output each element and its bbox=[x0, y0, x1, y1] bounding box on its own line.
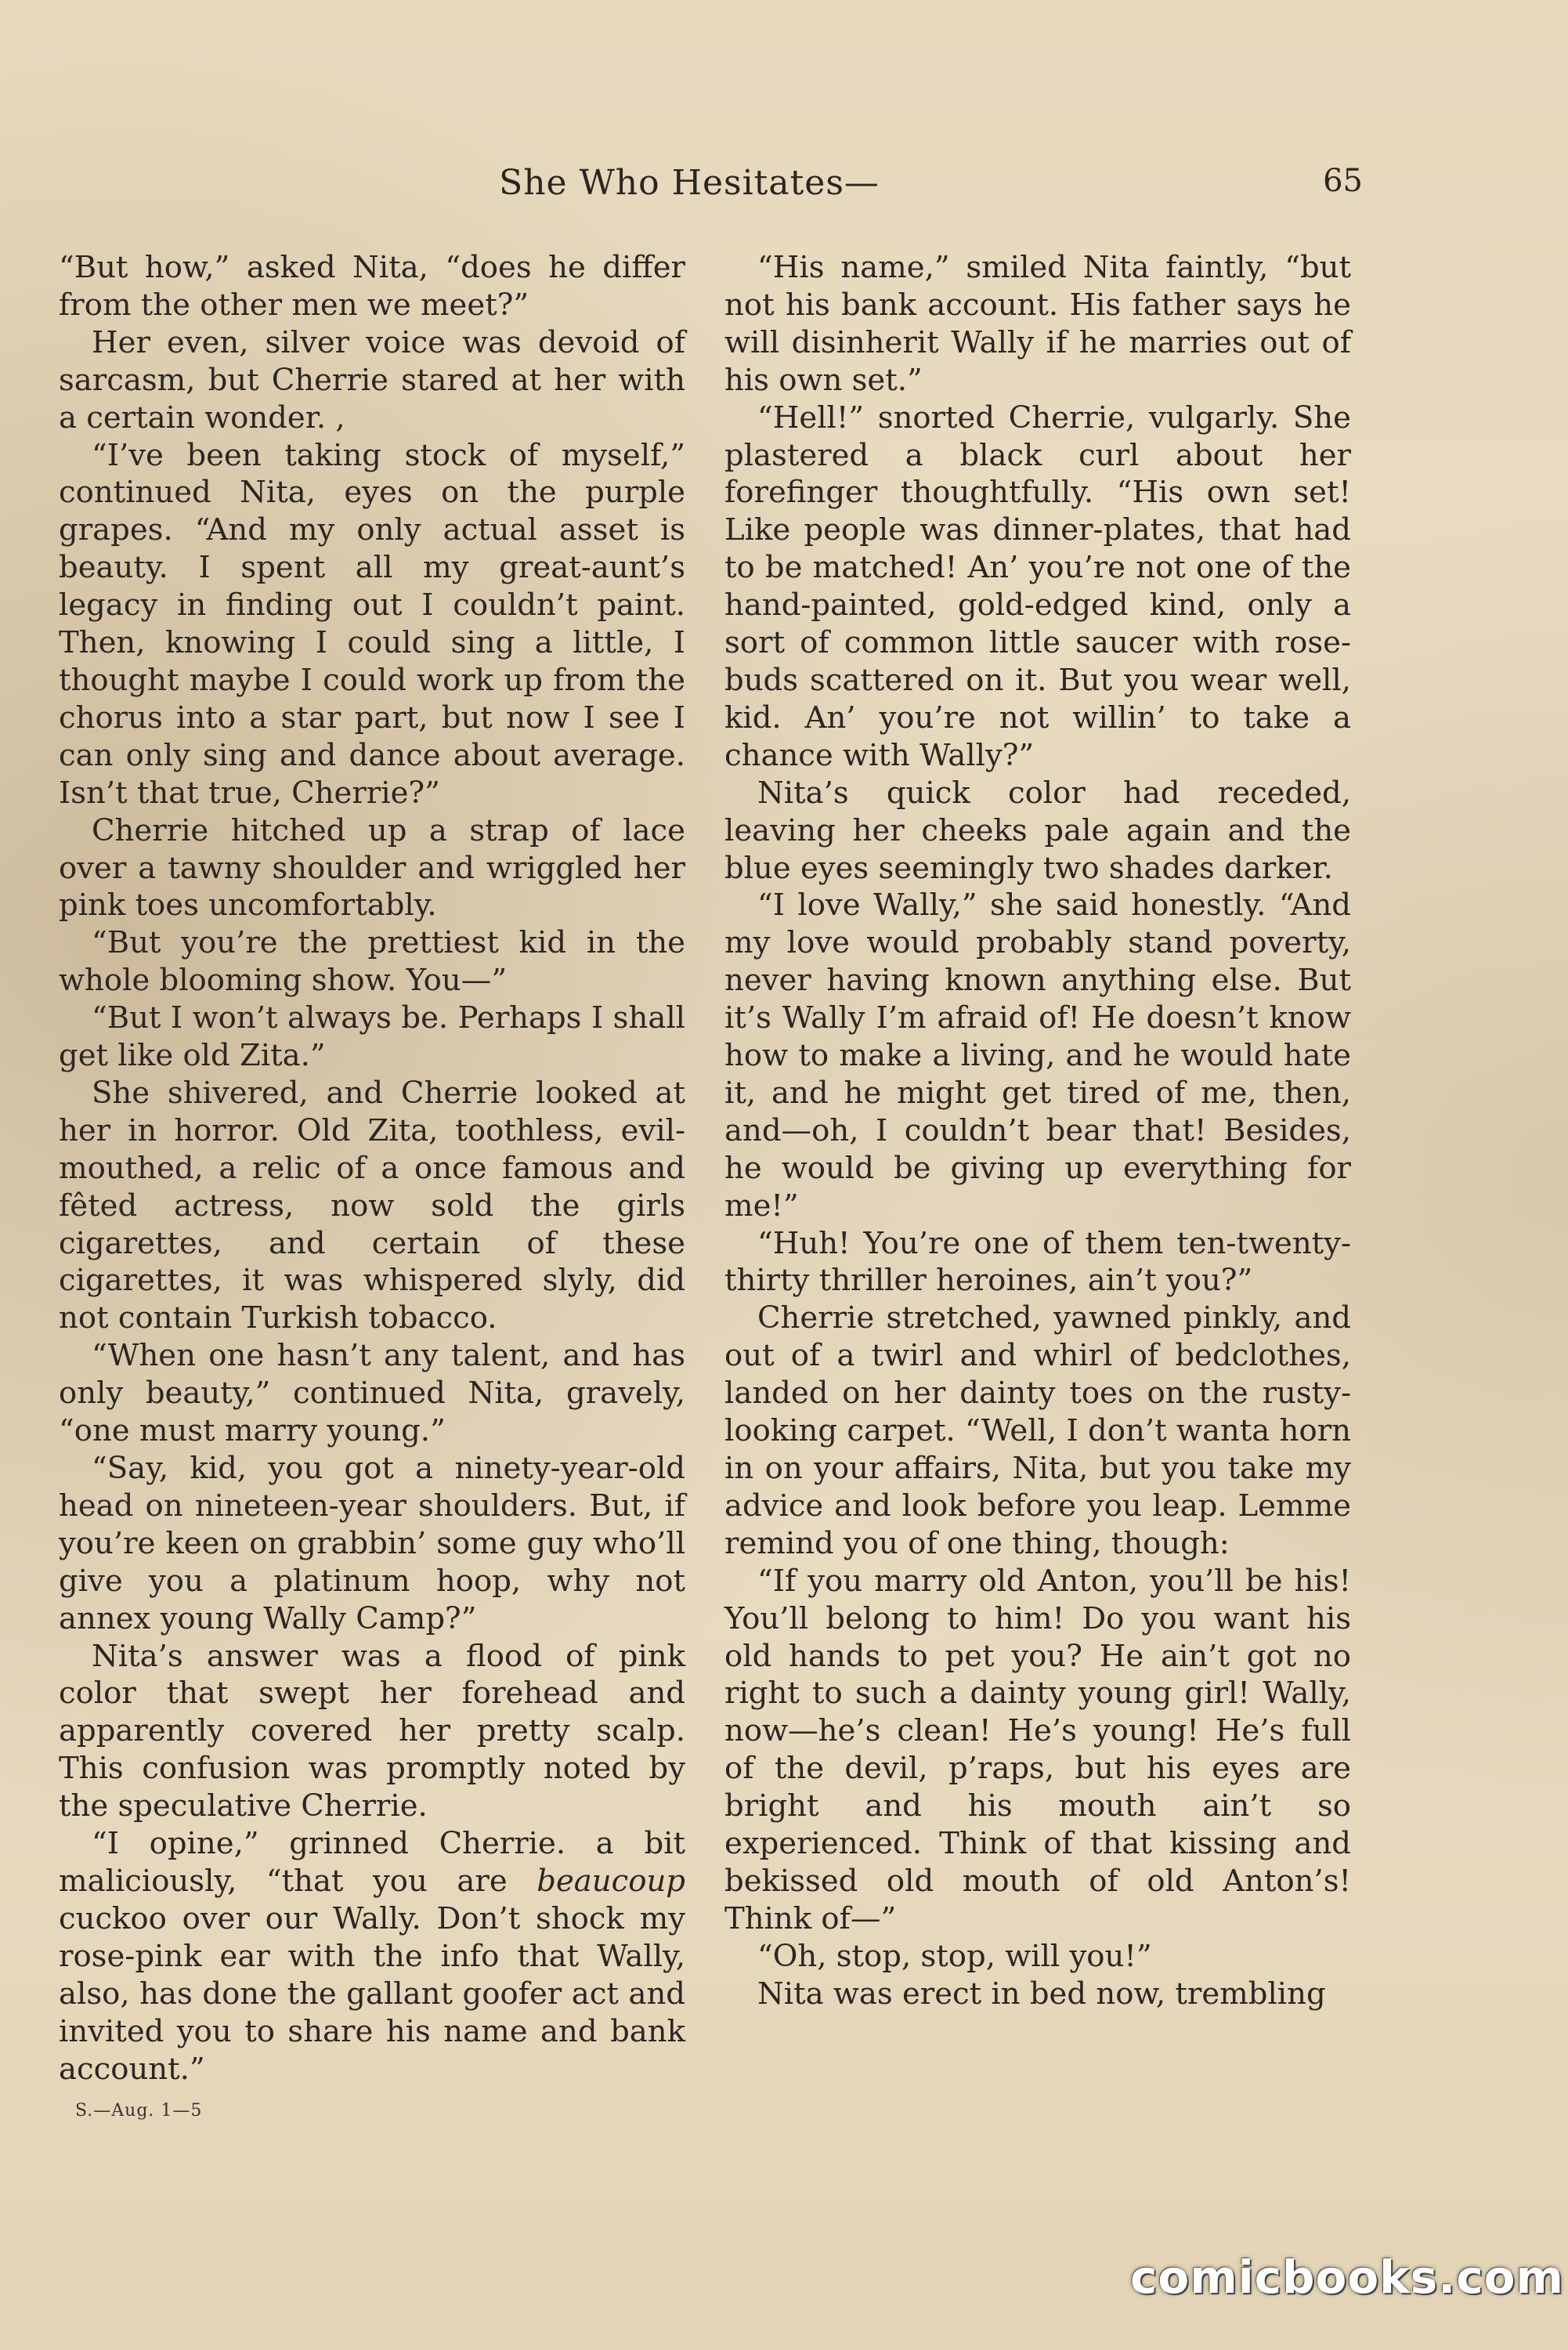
left-text-column bbox=[59, 249, 685, 2088]
paragraph: Nita was erect in bed now, trembling bbox=[757, 1976, 1326, 2012]
paragraph: “His name,” smiled Nita faintly, “but not his bank account. His father says he will disinherit Wally if he marries out of his own set.” bbox=[724, 250, 1351, 398]
paragraph: “I’ve been taking stock of myself,” continued Nita, eyes on the purple grapes. “And my only actual asset is beauty. I spent all my great-aunt’s legacy in finding out I couldn’t paint. Then, knowing I could sing a little, I thought maybe I could work up from the chorus into a star part, but now I see I can only sing and dance about average. Isn’t that true, Cherrie?” bbox=[59, 437, 685, 811]
paragraph: “Hell!” snorted Cherrie, vulgarly. She plastered a black curl about her forefinger thoughtfully. “His own set! Like people was dinner-plates, that had to be matched! An’ you’re not one of the hand-painted, gold-edged kind, only a sort of common little saucer with rose-buds scattered on it. But you wear well, kid. An’ you’re not willin’ to take a chance with Wally?” bbox=[724, 400, 1351, 773]
paragraph: Cherrie hitched up a strap of lace over a tawny shoulder and wriggled her pink toes uncomfortably. bbox=[59, 812, 685, 924]
paragraph: “But I won’t always be. Perhaps I shall get like old Zita.” bbox=[59, 1000, 685, 1074]
site-watermark: comicbooks.com bbox=[1130, 2251, 1564, 2304]
paragraph: Cherrie stretched, yawned pinkly, and out of a twirl and whirl of bedclothes, landed on her dainty toes on the rusty-looking carpet. “Well, I don’t wanta horn in on your affairs, Nita, but you take my advice and look before you leap. Lemme remind you of one thing, though: bbox=[724, 1300, 1351, 1561]
paragraph-text: cuckoo over our Wally. Don’t shock my rose-pink ear with the info that Wally, also, has done the gallant goofer act and invited you to share his name and bank account.” bbox=[59, 1900, 685, 2087]
italic-word: beaucoup bbox=[537, 1863, 685, 1899]
paragraph: “Say, kid, you got a ninety-year-old head on nineteen-year shoulders. But, if you’re keen on grabbin’ some guy who’ll give you a platinum hoop, why not annex young Wally Camp?” bbox=[59, 1451, 685, 1636]
paragraph-text: “I opine,” grinned Cherrie. a bit maliciously, “that you are bbox=[59, 1826, 685, 1899]
right-text-column bbox=[724, 249, 1351, 2013]
paragraph: She shivered, and Cherrie looked at her in horror. Old Zita, toothless, evil-mouthed, a relic of a once famous and fêted actress, now sold the girls cigarettes, and certain of these cigarettes, it was whispered slyly, did not contain Turkish tobacco. bbox=[59, 1075, 685, 1336]
page-number: 65 bbox=[1323, 163, 1363, 199]
paragraph: Nita’s answer was a flood of pink color that swept her forehead and apparently covered her pretty scalp. This confusion was promptly noted by the speculative Cherrie. bbox=[59, 1638, 685, 1824]
issue-footnote: S.—Aug. 1—5 bbox=[75, 2101, 203, 2120]
paragraph: “But you’re the prettiest kid in the whole blooming show. You—” bbox=[59, 925, 685, 999]
paragraph: “But how,” asked Nita, “does he differ from the other men we meet?” bbox=[59, 250, 685, 323]
paragraph bbox=[59, 1825, 685, 2088]
paragraph: Nita’s quick color had receded, leaving her cheeks pale again and the blue eyes seemingly two shades darker. bbox=[724, 775, 1351, 886]
paragraph: “Huh! You’re one of them ten-twenty-thirty thriller heroines, ain’t you?” bbox=[724, 1225, 1351, 1299]
paragraph: “If you marry old Anton, you’ll be his! You’ll belong to him! Do you want his old hands to pet you? He ain’t got no right to such a dainty young girl! Wally, now—he’s clean! He’s young! He’s full of the devil, p’raps, but his eyes are bright and his mouth ain’t so experienced. Think of that kissing and bekissed old mouth of old Anton’s! Think of—” bbox=[724, 1563, 1351, 1936]
paragraph: Her even, silver voice was devoid of sarcasm, but Cherrie stared at her with a certain wonder. , bbox=[59, 324, 685, 436]
paragraph: “I love Wally,” she said honestly. “And my love would probably stand poverty, never having known anything else. But it’s Wally I’m afraid of! He doesn’t know how to make a living, and he would hate it, and he might get tired of me, then, and—oh, I couldn’t bear that! Besides, he would be giving up everything for me!” bbox=[724, 888, 1351, 1224]
running-header-title: She Who Hesitates— bbox=[499, 163, 880, 203]
paragraph: “When one hasn’t any talent, and has only beauty,” continued Nita, gravely, “one must marry young.” bbox=[59, 1338, 685, 1449]
paragraph: “Oh, stop, stop, will you!” bbox=[757, 1938, 1152, 1974]
